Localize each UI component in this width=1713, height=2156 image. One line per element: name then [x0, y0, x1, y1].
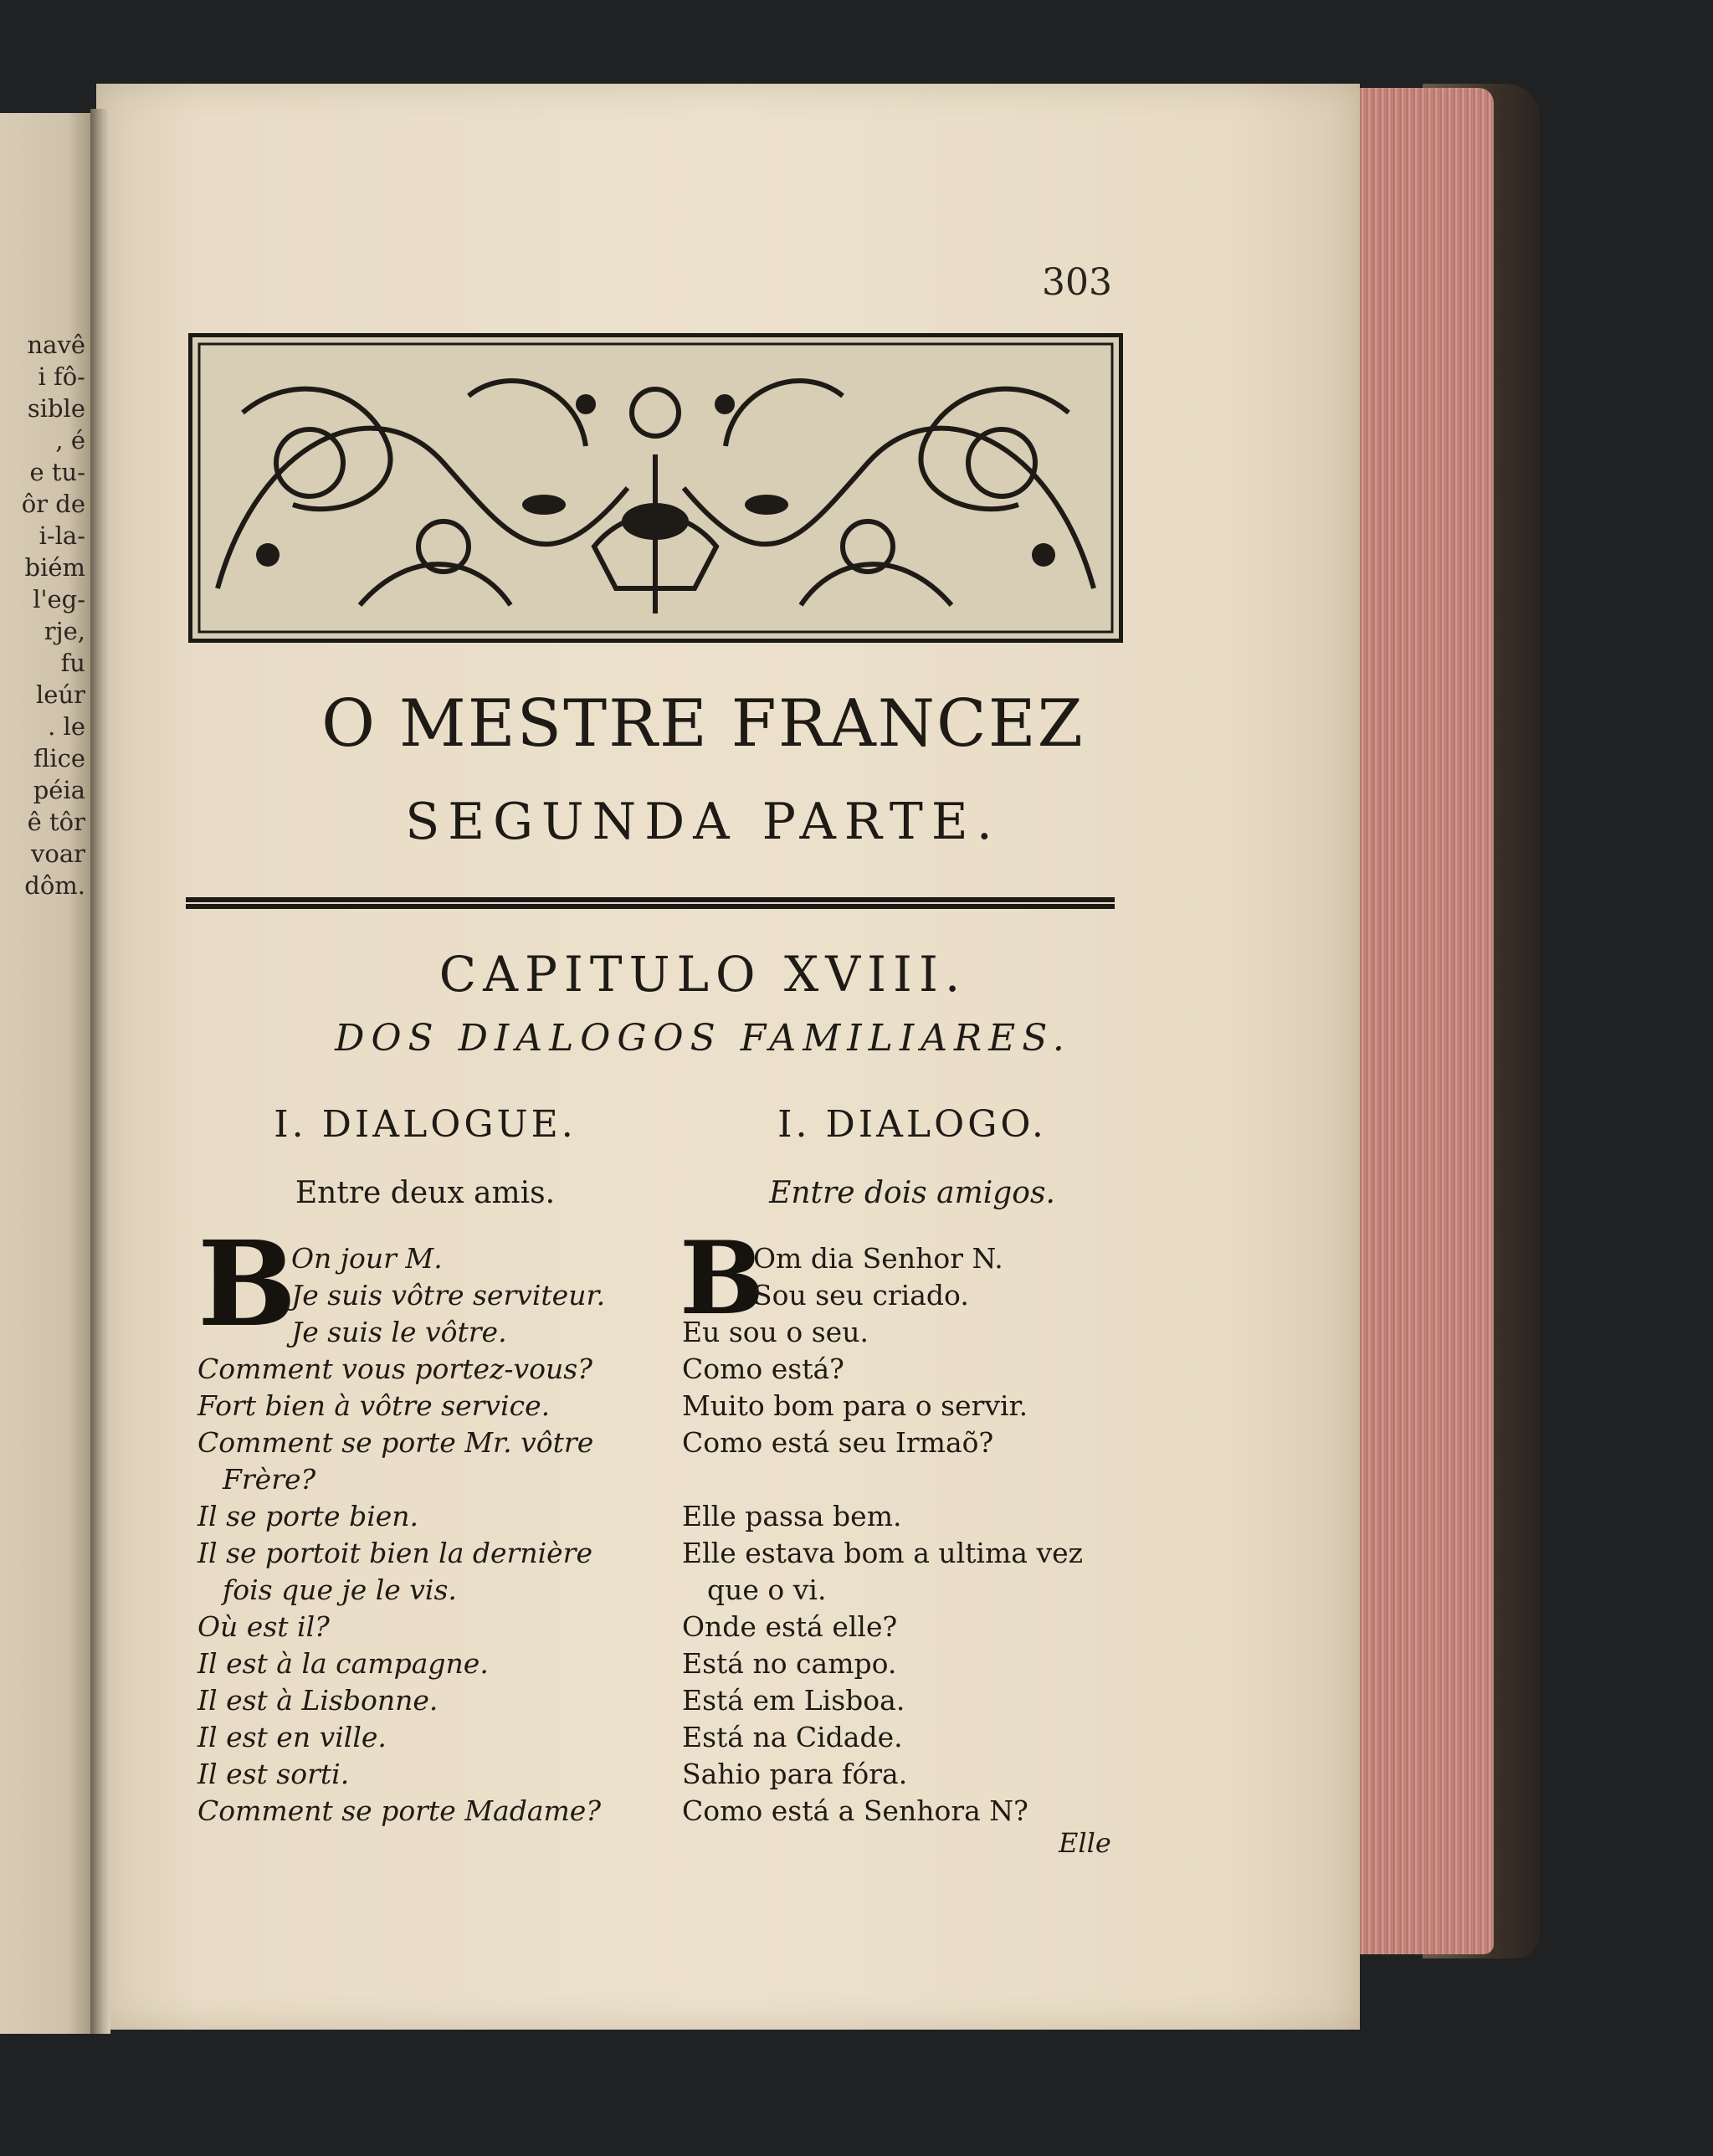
portuguese-dialogue-heading: I. DIALOGO. [777, 1103, 1047, 1146]
left-fragment: rje, [44, 617, 85, 645]
french-line: Il se portoit bien la dernière [197, 1537, 592, 1569]
portuguese-line: Está na Cidade. [682, 1721, 903, 1753]
portuguese-line: Sou seu criado. [753, 1279, 969, 1312]
left-page-text [0, 331, 92, 903]
portuguese-line: que o vi. [707, 1573, 827, 1606]
french-dialogue-heading: I. DIALOGUE. [274, 1103, 577, 1146]
portuguese-line: Como está seu Irmaõ? [682, 1426, 994, 1459]
portuguese-drop-cap: B [680, 1219, 765, 1337]
left-fragment: dôm. [24, 871, 85, 900]
page-fore-edge [1351, 88, 1494, 1954]
chapter-subtitle: DOS DIALOGOS FAMILIARES. [335, 1017, 1071, 1060]
left-fragment: , é [55, 426, 85, 454]
left-fragment: i-la- [38, 521, 85, 550]
left-page [0, 113, 96, 2034]
french-line: Comment se porte Madame? [197, 1794, 602, 1827]
portuguese-line: Elle estava bom a ultima vez [682, 1537, 1083, 1569]
french-line: fois que je le vis. [223, 1573, 457, 1606]
french-line: Frère? [223, 1463, 316, 1496]
portuguese-line: Como está? [682, 1353, 844, 1385]
portuguese-dialogue-subheading: Entre dois amigos. [769, 1176, 1055, 1210]
left-fragment: biém [24, 553, 85, 582]
french-line: Je suis vôtre serviteur. [291, 1279, 606, 1312]
part-title: SEGUNDA PARTE. [405, 793, 1001, 851]
portuguese-line: Om dia Senhor N. [753, 1242, 1003, 1275]
portuguese-line: Está em Lisboa. [682, 1684, 905, 1717]
left-fragment: voar [31, 839, 85, 868]
left-fragment: péia [33, 776, 85, 804]
portuguese-column [682, 1240, 1167, 1830]
left-fragment: . le [48, 712, 85, 741]
left-fragment: ôr de [21, 490, 85, 518]
french-line: Comment vous portez-vous? [197, 1353, 592, 1385]
french-line: Il se porte bien. [197, 1500, 419, 1532]
chapter-heading: CAPITULO XVIII. [439, 946, 967, 1003]
book-gutter [90, 109, 110, 2034]
portuguese-line: Sahio para fóra. [682, 1758, 908, 1790]
left-fragment: sible [27, 394, 85, 423]
book-title: O MESTRE FRANCEZ [321, 686, 1085, 762]
french-line: Il est à Lisbonne. [197, 1684, 439, 1717]
french-line: Il est en ville. [197, 1721, 387, 1753]
floral-ornament-icon [192, 337, 1119, 639]
ornamental-headpiece [188, 333, 1123, 643]
left-fragment: navê [27, 331, 85, 359]
french-line: On jour M. [291, 1242, 443, 1275]
french-column [197, 1240, 683, 1830]
french-line: Il est sorti. [197, 1758, 350, 1790]
portuguese-line: Eu sou o seu. [682, 1316, 869, 1348]
portuguese-line: Como está a Senhora N? [682, 1794, 1028, 1827]
portuguese-line-blank [682, 1461, 1167, 1498]
french-line: Je suis le vôtre. [291, 1316, 507, 1348]
portuguese-line: Muito bom para o servir. [682, 1389, 1028, 1422]
french-line: Comment se porte Mr. vôtre [197, 1426, 594, 1459]
french-line: Fort bien à vôtre service. [197, 1389, 551, 1422]
portuguese-line: Está no campo. [682, 1647, 897, 1680]
left-fragment: l'eg- [33, 585, 85, 613]
french-line: Il est à la campagne. [197, 1647, 489, 1680]
french-dialogue-subheading: Entre deux amis. [295, 1176, 556, 1210]
divider-rule [186, 897, 1115, 909]
left-fragment: flice [33, 744, 85, 773]
french-drop-cap: B [197, 1216, 297, 1353]
left-fragment: e tu- [29, 458, 85, 486]
left-fragment: i fô- [38, 362, 85, 391]
portuguese-line: Elle passa bem. [682, 1500, 902, 1532]
left-fragment: leúr [36, 680, 85, 709]
portuguese-line: Onde está elle? [682, 1610, 898, 1643]
french-line: Où est il? [197, 1610, 330, 1643]
left-fragment: fu [60, 649, 85, 677]
left-fragment: ê tôr [27, 808, 85, 836]
page-number: 303 [1042, 261, 1112, 304]
catchword: Elle [1059, 1827, 1111, 1859]
